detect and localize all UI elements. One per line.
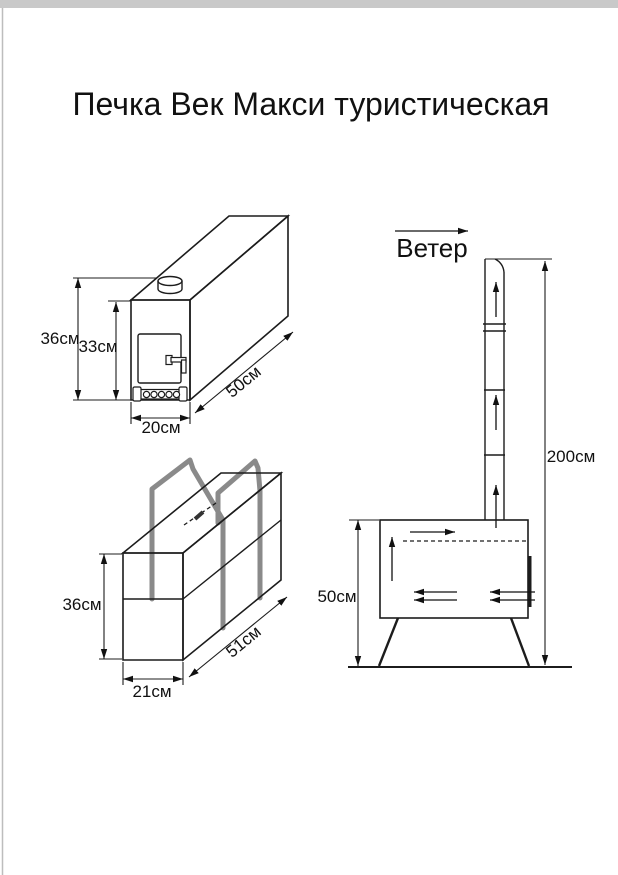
chimney-collar xyxy=(158,277,182,294)
dim-label-bag-length: 51см xyxy=(222,621,265,662)
dim-label-bag-width: 21см xyxy=(132,682,172,701)
wind-annotation xyxy=(395,231,468,263)
wind-label: Ветер xyxy=(396,233,468,263)
dim-label-stove-door-height: 33см xyxy=(78,337,118,356)
dim-label-stove-length: 50см xyxy=(222,361,265,402)
zipper-slider xyxy=(195,512,203,519)
dim-label-bag-height: 36см xyxy=(62,595,102,614)
dim-label-stove-total-height: 36см xyxy=(40,329,80,348)
page-top-edge xyxy=(0,0,618,8)
dimension-bag-width xyxy=(123,662,183,701)
dimension-stove-length xyxy=(195,332,293,413)
stove-flow-arrows xyxy=(392,532,535,600)
stove-body xyxy=(380,520,528,618)
door-handle xyxy=(166,356,186,374)
air-vent-slider xyxy=(133,387,187,401)
dimension-chimney-height xyxy=(545,261,595,665)
bag-isometric-drawing xyxy=(62,460,287,701)
stove-isometric-drawing xyxy=(40,216,293,437)
dimension-stove-height-side xyxy=(317,520,379,666)
dim-label-stove-width: 20см xyxy=(141,418,181,437)
dimension-stove-width xyxy=(131,402,190,437)
bag-zipper xyxy=(184,503,216,525)
stove-box-outline xyxy=(131,216,288,400)
page-title: Печка Век Макси туристическая xyxy=(72,86,550,122)
stove-legs xyxy=(379,618,529,666)
dimension-bag-length xyxy=(189,597,287,677)
dim-label-chimney-height: 200см xyxy=(546,447,596,466)
dimension-bag-height xyxy=(62,554,122,659)
stove-side-view-drawing xyxy=(317,231,595,667)
dimension-stove-door-height xyxy=(78,301,131,400)
chimney-pipe xyxy=(483,259,552,520)
dim-label-stove-height-side: 50см xyxy=(317,587,357,606)
